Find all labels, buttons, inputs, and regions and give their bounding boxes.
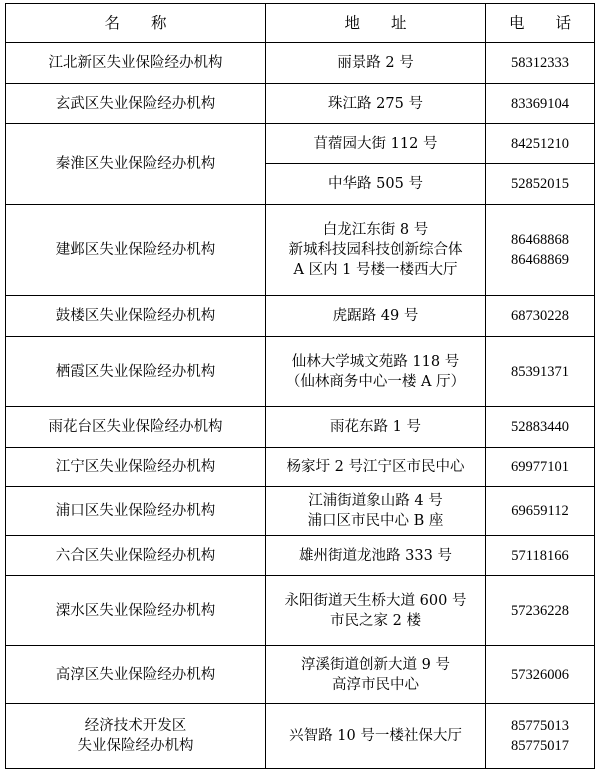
office-phone: 57236228	[486, 576, 595, 646]
office-address: 苜蓿园大街 112 号	[266, 124, 486, 164]
header-phone: 电 话	[486, 4, 595, 43]
table-row	[6, 448, 595, 487]
office-name: 栖霞区失业保险经办机构	[6, 337, 266, 407]
office-address: 仙林大学城文苑路 118 号 （仙林商务中心一楼 A 厅）	[266, 337, 486, 407]
table-row	[6, 576, 595, 646]
office-phone: 57326006	[486, 646, 595, 704]
table-row	[6, 84, 595, 124]
office-name: 溧水区失业保险经办机构	[6, 576, 266, 646]
office-phone: 86468868 86468869	[486, 205, 595, 296]
office-name: 秦淮区失业保险经办机构	[6, 124, 266, 205]
office-address: 永阳街道天生桥大道 600 号 市民之家 2 楼	[266, 576, 486, 646]
office-phone: 84251210	[486, 124, 595, 164]
office-directory-table	[5, 3, 595, 769]
office-phone: 85391371	[486, 337, 595, 407]
table-row	[6, 124, 595, 164]
header-row	[6, 4, 595, 43]
table-row	[6, 205, 595, 296]
office-phone: 52852015	[486, 164, 595, 205]
table-row	[6, 43, 595, 84]
office-name: 江北新区失业保险经办机构	[6, 43, 266, 84]
office-name: 雨花台区失业保险经办机构	[6, 407, 266, 448]
office-name: 鼓楼区失业保险经办机构	[6, 296, 266, 337]
table-row	[6, 296, 595, 337]
office-address: 中华路 505 号	[266, 164, 486, 205]
header-address: 地 址	[266, 4, 486, 43]
office-name: 玄武区失业保险经办机构	[6, 84, 266, 124]
office-phone: 57118166	[486, 536, 595, 576]
office-address: 杨家圩 2 号江宁区市民中心	[266, 448, 486, 487]
header-name: 名 称	[6, 4, 266, 43]
office-phone: 69977101	[486, 448, 595, 487]
office-address: 江浦街道象山路 4 号 浦口区市民中心 B 座	[266, 487, 486, 536]
office-name: 高淳区失业保险经办机构	[6, 646, 266, 704]
office-phone: 83369104	[486, 84, 595, 124]
table-row	[6, 487, 595, 536]
office-phone: 85775013 85775017	[486, 704, 595, 769]
office-name: 六合区失业保险经办机构	[6, 536, 266, 576]
office-address: 淳溪街道创新大道 9 号 高淳市民中心	[266, 646, 486, 704]
office-phone: 52883440	[486, 407, 595, 448]
office-address: 雄州街道龙池路 333 号	[266, 536, 486, 576]
office-address: 兴智路 10 号一楼社保大厅	[266, 704, 486, 769]
office-address: 珠江路 275 号	[266, 84, 486, 124]
office-address: 丽景路 2 号	[266, 43, 486, 84]
office-address: 雨花东路 1 号	[266, 407, 486, 448]
office-name: 建邺区失业保险经办机构	[6, 205, 266, 296]
table-row	[6, 704, 595, 769]
office-address: 白龙江东街 8 号 新城科技园科技创新综合体 A 区内 1 号楼一楼西大厅	[266, 205, 486, 296]
table-row	[6, 407, 595, 448]
office-phone: 58312333	[486, 43, 595, 84]
table-row	[6, 646, 595, 704]
office-name: 经济技术开发区 失业保险经办机构	[6, 704, 266, 769]
office-name: 江宁区失业保险经办机构	[6, 448, 266, 487]
table-row	[6, 337, 595, 407]
table-row	[6, 536, 595, 576]
office-name: 浦口区失业保险经办机构	[6, 487, 266, 536]
office-address: 虎踞路 49 号	[266, 296, 486, 337]
office-phone: 69659112	[486, 487, 595, 536]
office-phone: 68730228	[486, 296, 595, 337]
